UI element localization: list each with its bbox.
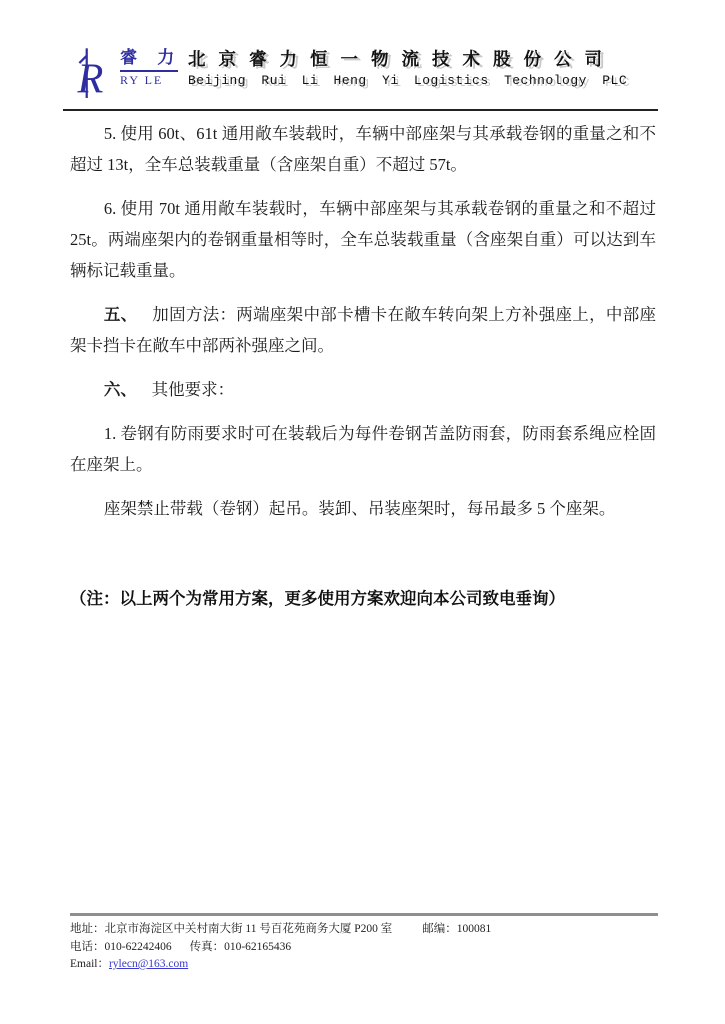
email-link[interactable]: rylecn@163.com — [108, 958, 189, 970]
section-6-other-requirements — [70, 374, 656, 405]
phone-value: 010-62242406 — [104, 940, 172, 953]
paragraph-item-5 — [70, 118, 656, 180]
svg-text:R: R — [77, 55, 104, 103]
phone-label: 电话： — [70, 940, 105, 953]
section-number: 五、 — [103, 305, 138, 324]
footer-address-line — [70, 921, 658, 939]
note-line: （注：以上两个为常用方案，更多使用方案欢迎向本公司致电垂询） — [70, 589, 565, 608]
header-divider — [63, 109, 658, 111]
postcode-value: 100081 — [456, 923, 492, 935]
address-label: 地址： — [70, 923, 105, 935]
paragraph-text: 其他要求： — [151, 380, 235, 399]
company-name-cn: 北京睿力恒一物流技术股份公司 — [188, 49, 615, 69]
paragraph-lifting-rule — [70, 493, 656, 524]
section-5-reinforcement — [70, 299, 656, 361]
paragraph-item-6 — [70, 193, 656, 286]
document-body — [70, 118, 656, 614]
email-label: Email： — [70, 958, 109, 970]
paragraph-text: 座架禁止带载（卷钢）起吊。装卸、吊装座架时，每吊最多 5 个座架。 — [103, 499, 616, 518]
fax-value: 010-62165436 — [224, 940, 292, 953]
logo-text-block — [120, 44, 182, 87]
footer-divider — [70, 913, 658, 916]
paragraph-rain-cover — [70, 418, 656, 480]
footer-email-line — [70, 956, 658, 974]
address-value: 北京市海淀区中关村南大街 11 号百花苑商务大厦 P200 室 — [104, 923, 393, 935]
logo-divider — [120, 70, 178, 72]
letterhead — [72, 44, 658, 106]
logo-mark-icon — [72, 44, 118, 106]
fax-label: 传真： — [189, 940, 225, 953]
postcode-label: 邮编： — [422, 923, 457, 935]
footer-phone-line — [70, 939, 658, 957]
company-name-en: Beijing Rui Li Heng Yi Logistics Technology PLC — [188, 73, 628, 88]
section-number: 六、 — [103, 380, 137, 399]
company-name-block — [188, 44, 627, 90]
paragraph-text: 1. 卷钢有防雨要求时可在装载后为每件卷钢苫盖防雨套，防雨套系绳应栓固在座架上。 — [70, 424, 656, 474]
logo-text-en: RY LE — [120, 73, 164, 87]
page-footer — [70, 913, 658, 974]
paragraph-text: 6. 使用 70t 通用敞车装载时，车辆中部座架与其承载卷钢的重量之和不超过 25t。两端座架内的卷钢重量相等时，全车总装载重量（含座架自重）可以达到车辆标记载重量。 — [70, 199, 656, 280]
paragraph-text: 加固方法：两端座架中部卡槽卡在敞车转向架上方补强座上，中部座架卡挡卡在敞车中部两补强座之间。 — [70, 305, 657, 355]
paragraph-text: 5. 使用 60t、61t 通用敞车装载时，车辆中部座架与其承载卷钢的重量之和不超过 13t，全车总装载重量（含座架自重）不超过 57t。 — [70, 124, 656, 174]
logo-text-cn: 睿 力 — [120, 48, 183, 67]
company-logo — [72, 44, 184, 106]
